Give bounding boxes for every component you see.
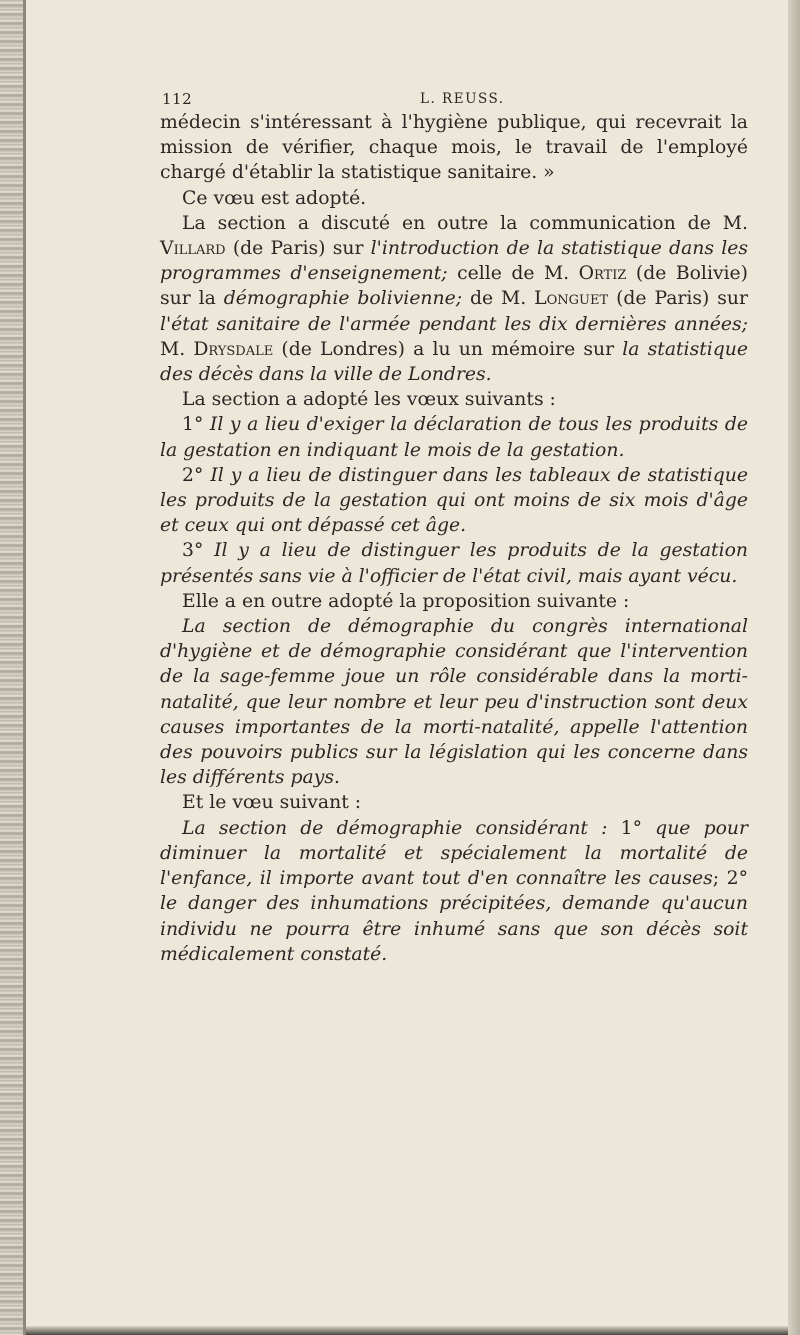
page-number: 112 bbox=[162, 90, 193, 108]
paragraph-final-wish: La section de démographie considérant : 1° que pour diminuer la mortalité et spécialement la mortalité de l'enfance, il importe avant tout d'en connaître les causes; 2° le danger des inhumations précipitées, demande qu'aucun individu ne pourra être inhumé sans que son décès soit médicalement constaté. bbox=[160, 817, 748, 965]
wish-2: 2° Il y a lieu de distinguer dans les tableaux de statistique les produits de la gestation qui ont moins de six mois d'âge et ceux qui ont dépassé cet âge. bbox=[160, 464, 749, 537]
page-right-edge bbox=[788, 0, 800, 1335]
paragraph-wishes-intro: La section a adopté les vœux suivants : bbox=[182, 389, 556, 411]
name-villard: Villard bbox=[160, 238, 226, 260]
paragraph-communications: La section a discuté en outre la communication de M. Villard (de Paris) sur l'introduction de la statistique dans les programmes d'enseignement; celle de M. Ortiz (de Bolivie) sur la démographie bolivienne; de M. Longuet (de Paris) sur l'état sanitaire de l'armée pendant les dix dernières années; M. Drysdale (de Londres) a lu un mémoire sur la statistique des décès dans la ville de Londres. bbox=[160, 212, 749, 386]
running-head bbox=[160, 78, 748, 110]
paragraph-continuation: médecin s'intéressant à l'hygiène publique, qui recevrait la mission de vérifier, chaque mois, le travail de l'employé chargé d'établir la statistique sanitaire. » bbox=[160, 112, 748, 184]
paragraph-next-wish-intro: Et le vœu suivant : bbox=[182, 792, 362, 814]
book-page bbox=[160, 78, 748, 967]
name-drysdale: Drysdale bbox=[193, 338, 274, 360]
wish-3: 3° Il y a lieu de distinguer les produits de la gestation présentés sans vie à l'officier de l'état civil, mais ayant vécu. bbox=[160, 540, 748, 587]
name-longuet: Longuet bbox=[534, 288, 609, 310]
paragraph-adopted: Ce vœu est adopté. bbox=[182, 187, 367, 209]
paragraph-proposition: La section de démographie du congrès international d'hygiène et de démographie considérant que l'intervention de la sage-femme joue un rôle considérable dans la morti-natalité, que leur nombre et leur peu d'instruction sont deux causes importantes de la morti-natalité, appelle l'attention des pouvoirs publics sur la législation qui les concerne dans les différents pays. bbox=[160, 616, 748, 789]
wish-1: 1° Il y a lieu d'exiger la déclaration de tous les produits de la gestation en indiquant le mois de la gestation. bbox=[160, 414, 748, 461]
page-bottom-edge bbox=[26, 1326, 788, 1335]
paragraph-proposition-intro: Elle a en outre adopté la proposition suivante : bbox=[182, 590, 630, 612]
name-ortiz: Ortiz bbox=[578, 263, 627, 285]
page-binding-edge bbox=[0, 0, 26, 1335]
running-head-author: L. REUSS. bbox=[420, 91, 505, 107]
